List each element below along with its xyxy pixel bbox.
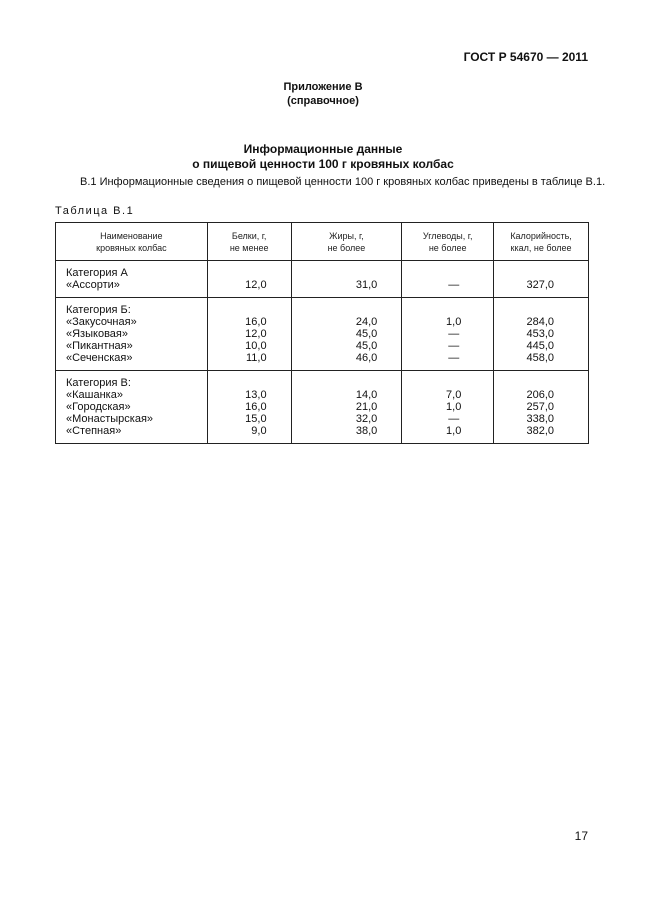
calories-value: 257,0 xyxy=(526,401,554,413)
table-group-row xyxy=(56,298,589,371)
calories-value: 445,0 xyxy=(526,340,554,352)
table-caption: Таблица В.1 xyxy=(55,205,135,217)
document-code: ГОСТ Р 54670 — 2011 xyxy=(463,50,588,64)
group-fat xyxy=(291,261,402,298)
calories-value: 327,0 xyxy=(526,279,554,291)
header-calories-line-2: ккал, не более xyxy=(510,243,572,253)
product-name: «Ассорти» xyxy=(66,279,120,291)
protein-value: 16,0 xyxy=(245,401,267,413)
fat-value: 38,0 xyxy=(355,425,378,437)
header-protein xyxy=(207,223,291,261)
group-fat xyxy=(291,371,402,444)
page-number: 17 xyxy=(574,829,588,843)
product-name: «Кашанка» xyxy=(66,389,123,401)
calories-value: 453,0 xyxy=(526,328,554,340)
annex-heading xyxy=(0,80,646,108)
group-fat xyxy=(291,298,402,371)
fat-value: 32,0 xyxy=(355,413,378,425)
product-name: «Пикантная» xyxy=(66,340,133,352)
annex-title: Приложение В xyxy=(283,81,363,93)
protein-value: 12,0 xyxy=(245,279,267,291)
group-names xyxy=(56,261,208,298)
protein-value: 16,0 xyxy=(245,316,267,328)
group-calories xyxy=(494,261,589,298)
protein-value: 10,0 xyxy=(245,340,267,352)
group-names xyxy=(56,371,208,444)
header-name-line-2: кровяных колбас xyxy=(96,243,167,253)
category-label: Категория Б: xyxy=(66,304,131,316)
calories-value: 284,0 xyxy=(526,316,554,328)
category-label: Категория А xyxy=(66,267,128,279)
protein-value: 9,0 xyxy=(251,425,267,437)
product-name: «Языковая» xyxy=(66,328,128,340)
nutrition-table xyxy=(55,222,589,444)
header-carbs-line-1: Углеводы, г, xyxy=(422,231,473,241)
annex-subtitle: (справочное) xyxy=(287,95,359,107)
carbs-value: 1,0 xyxy=(446,401,462,413)
product-name: «Закусочная» xyxy=(66,316,137,328)
group-calories xyxy=(494,298,589,371)
group-carbs xyxy=(402,298,494,371)
table-group-row xyxy=(56,261,589,298)
calories-value: 206,0 xyxy=(526,389,554,401)
group-names xyxy=(56,298,208,371)
protein-value: 15,0 xyxy=(245,413,267,425)
header-calories-line-1: Калорийность, xyxy=(510,231,572,241)
fat-value: 14,0 xyxy=(355,389,378,401)
product-name: «Монастырская» xyxy=(66,413,154,425)
product-name: «Сеченская» xyxy=(66,352,133,364)
table-group-row xyxy=(56,371,589,444)
header-protein-line-2: не менее xyxy=(229,243,269,253)
intro-paragraph: В.1 Информационные сведения о пищевой ценности 100 г кровяных колбас приведены в таблице В.1. xyxy=(80,176,606,188)
group-protein xyxy=(207,261,291,298)
fat-value: 31,0 xyxy=(355,279,378,291)
calories-value: 382,0 xyxy=(526,425,554,437)
carbs-value: 7,0 xyxy=(446,389,462,401)
protein-value: 12,0 xyxy=(245,328,267,340)
group-calories xyxy=(494,371,589,444)
header-fat xyxy=(291,223,402,261)
product-name: «Степная» xyxy=(66,425,122,437)
calories-value: 458,0 xyxy=(526,352,554,364)
header-protein-line-1: Белки, г, xyxy=(231,231,267,241)
header-name-line-1: Наименование xyxy=(100,231,163,241)
group-protein xyxy=(207,371,291,444)
carbs-value: — xyxy=(448,328,460,340)
header-name xyxy=(56,223,208,261)
fat-value: 45,0 xyxy=(355,340,378,352)
section-title-line-1: Информационные данные xyxy=(243,142,403,156)
header-carbs-line-2: не более xyxy=(428,243,467,253)
section-title-line-2: о пищевой ценности 100 г кровяных колбас xyxy=(192,157,454,171)
group-carbs xyxy=(402,371,494,444)
protein-value: 13,0 xyxy=(245,389,267,401)
fat-value: 24,0 xyxy=(355,316,378,328)
carbs-value: 1,0 xyxy=(446,425,462,437)
header-carbs xyxy=(402,223,494,261)
carbs-value: — xyxy=(448,340,460,352)
carbs-value: 1,0 xyxy=(446,316,462,328)
carbs-value: — xyxy=(448,352,460,364)
protein-value: 11,0 xyxy=(245,352,267,364)
fat-value: 46,0 xyxy=(355,352,378,364)
group-carbs xyxy=(402,261,494,298)
section-title xyxy=(0,142,646,172)
calories-value: 338,0 xyxy=(526,413,554,425)
header-fat-line-1: Жиры, г, xyxy=(329,231,364,241)
group-protein xyxy=(207,298,291,371)
table-header-row xyxy=(56,223,589,261)
header-fat-line-2: не более xyxy=(327,243,366,253)
fat-value: 45,0 xyxy=(355,328,378,340)
carbs-value: — xyxy=(448,279,460,291)
carbs-value: — xyxy=(448,413,460,425)
category-label: Категория В: xyxy=(66,377,131,389)
header-calories xyxy=(494,223,589,261)
fat-value: 21,0 xyxy=(355,401,378,413)
product-name: «Городская» xyxy=(66,401,131,413)
